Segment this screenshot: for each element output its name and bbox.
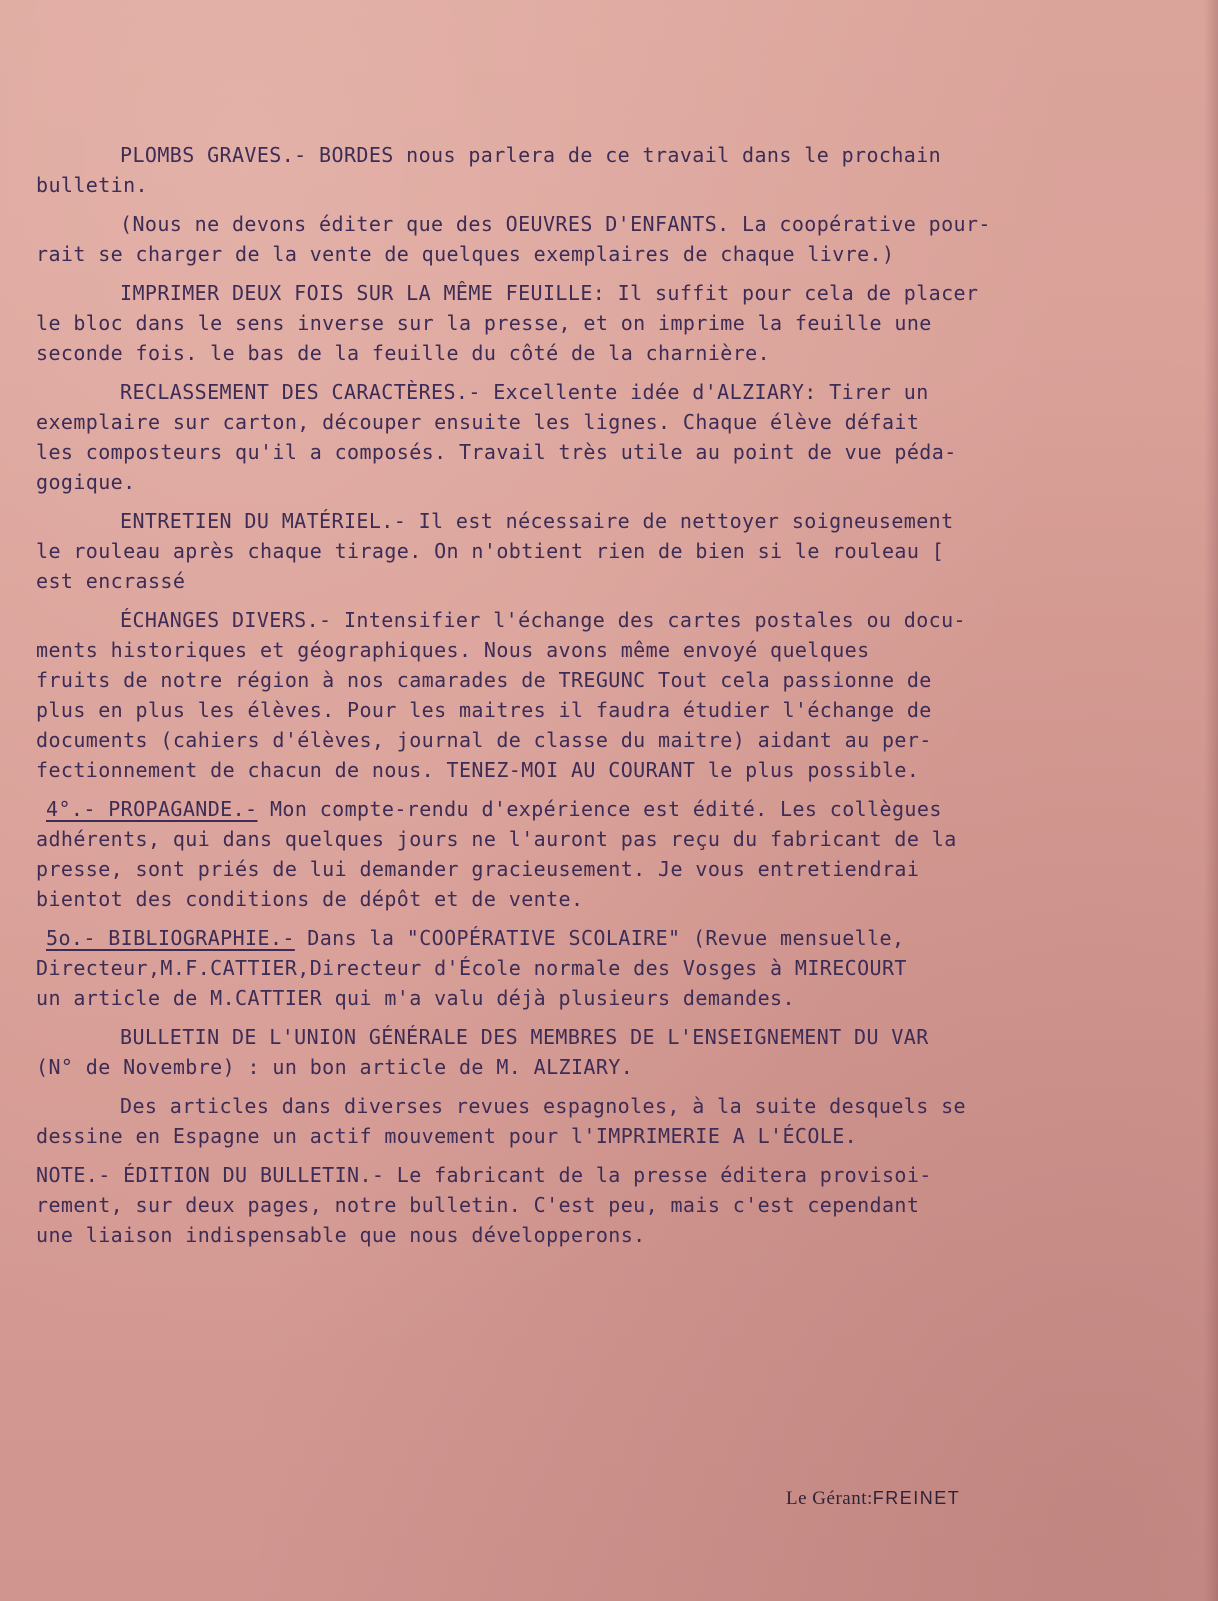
text-line: le bloc dans le sens inverse sur la presse, et on imprime la feuille une: [36, 311, 932, 335]
text-line: seconde fois. le bas de la feuille du côté de la charnière.: [36, 341, 771, 365]
text-line: le rouleau après chaque tirage. On n'obtient rien de bien si le rouleau [: [36, 539, 945, 563]
text-line: gogique.: [36, 470, 136, 494]
paragraph-reclassement: [36, 377, 1186, 497]
text-line: rait se charger de la vente de quelques exemplaires de chaque livre.): [36, 242, 895, 266]
page-edge-shadow: [1204, 0, 1218, 1601]
paragraph-bulletin-var: [36, 1022, 1186, 1082]
text-line: bientot des conditions de dépôt et de vente.: [36, 887, 584, 911]
text-line: plus en plus les élèves. Pour les maitres il faudra étudier l'échange de: [36, 698, 932, 722]
text-line: un article de M.CATTIER qui m'a valu déjà plusieurs demandes.: [36, 986, 795, 1010]
paragraph-bibliographie: [36, 923, 1186, 1013]
text-line: adhérents, qui dans quelques jours ne l'auront pas reçu du fabricant de la: [36, 827, 957, 851]
section-heading: 5o.- BIBLIOGRAPHIE.-: [46, 926, 295, 950]
paragraph-imprimer-deux-fois: [36, 278, 1186, 368]
text-line: [36, 794, 1186, 824]
text-line: [36, 923, 1186, 953]
text-line: une liaison indispensable que nous développerons.: [36, 1223, 646, 1247]
document-body: [36, 140, 1186, 1259]
text-line: rement, sur deux pages, notre bulletin. C'est peu, mais c'est cependant: [36, 1193, 920, 1217]
text-line: presse, sont priés de lui demander gracieusement. Je vous entretiendrai: [36, 857, 920, 881]
text-line: RECLASSEMENT DES CARACTÈRES.- Excellente idée d'ALZIARY: Tirer un: [120, 380, 929, 404]
text-line: est encrassé: [36, 569, 186, 593]
text-line: fruits de notre région à nos camarades de TREGUNC Tout cela passionne de: [36, 668, 932, 692]
paragraph-note: [36, 1160, 1186, 1250]
paragraph-oeuvres-enfants: [36, 209, 1186, 269]
paragraph-plombs-graves: [36, 140, 1186, 200]
signature-name: FREINET: [872, 1488, 961, 1508]
text-line: bulletin.: [36, 173, 148, 197]
paragraph-propagande: [36, 794, 1186, 914]
text-line: exemplaire sur carton, découper ensuite les lignes. Chaque élève défait: [36, 410, 920, 434]
text-run: Mon compte-rendu d'expérience est édité. Les collègues: [257, 797, 942, 821]
text-line: Des articles dans diverses revues espagnoles, à la suite desquels se: [120, 1094, 966, 1118]
text-line: IMPRIMER DEUX FOIS SUR LA MÊME FEUILLE: Il suffit pour cela de placer: [120, 281, 979, 305]
text-line: les composteurs qu'il a composés. Travail très utile au point de vue péda-: [36, 440, 957, 464]
text-line: NOTE.- ÉDITION DU BULLETIN.- Le fabricant de la presse éditera provisoi-: [36, 1163, 932, 1187]
text-line: Directeur,M.F.CATTIER,Directeur d'École normale des Vosges à MIRECOURT: [36, 956, 907, 980]
text-line: (N° de Novembre) : un bon article de M. ALZIARY.: [36, 1055, 634, 1079]
text-line: ENTRETIEN DU MATÉRIEL.- Il est nécessaire de nettoyer soigneusement: [120, 509, 954, 533]
signature: [786, 1488, 960, 1510]
text-line: dessine en Espagne un actif mouvement pour l'IMPRIMERIE A L'ÉCOLE.: [36, 1124, 858, 1148]
text-line: BULLETIN DE L'UNION GÉNÉRALE DES MEMBRES DE L'ENSEIGNEMENT DU VAR: [120, 1025, 929, 1049]
text-line: ÉCHANGES DIVERS.- Intensifier l'échange des cartes postales ou docu-: [120, 608, 966, 632]
text-line: fectionnement de chacun de nous. TENEZ-MOI AU COURANT le plus possible.: [36, 758, 920, 782]
paragraph-echanges: [36, 605, 1186, 785]
signature-prefix: Le Gérant:: [786, 1488, 873, 1509]
paragraph-revues-espagnoles: [36, 1091, 1186, 1151]
paragraph-entretien: [36, 506, 1186, 596]
text-line: ments historiques et géographiques. Nous avons même envoyé quelques: [36, 638, 870, 662]
text-run: Dans la "COOPÉRATIVE SCOLAIRE" (Revue mensuelle,: [294, 926, 905, 950]
text-line: (Nous ne devons éditer que des OEUVRES D'ENFANTS. La coopérative pour-: [120, 212, 991, 236]
text-line: PLOMBS GRAVES.- BORDES nous parlera de ce travail dans le prochain: [120, 143, 942, 167]
text-line: documents (cahiers d'élèves, journal de classe du maitre) aidant au per-: [36, 728, 932, 752]
section-heading: 4°.- PROPAGANDE.-: [46, 797, 258, 821]
